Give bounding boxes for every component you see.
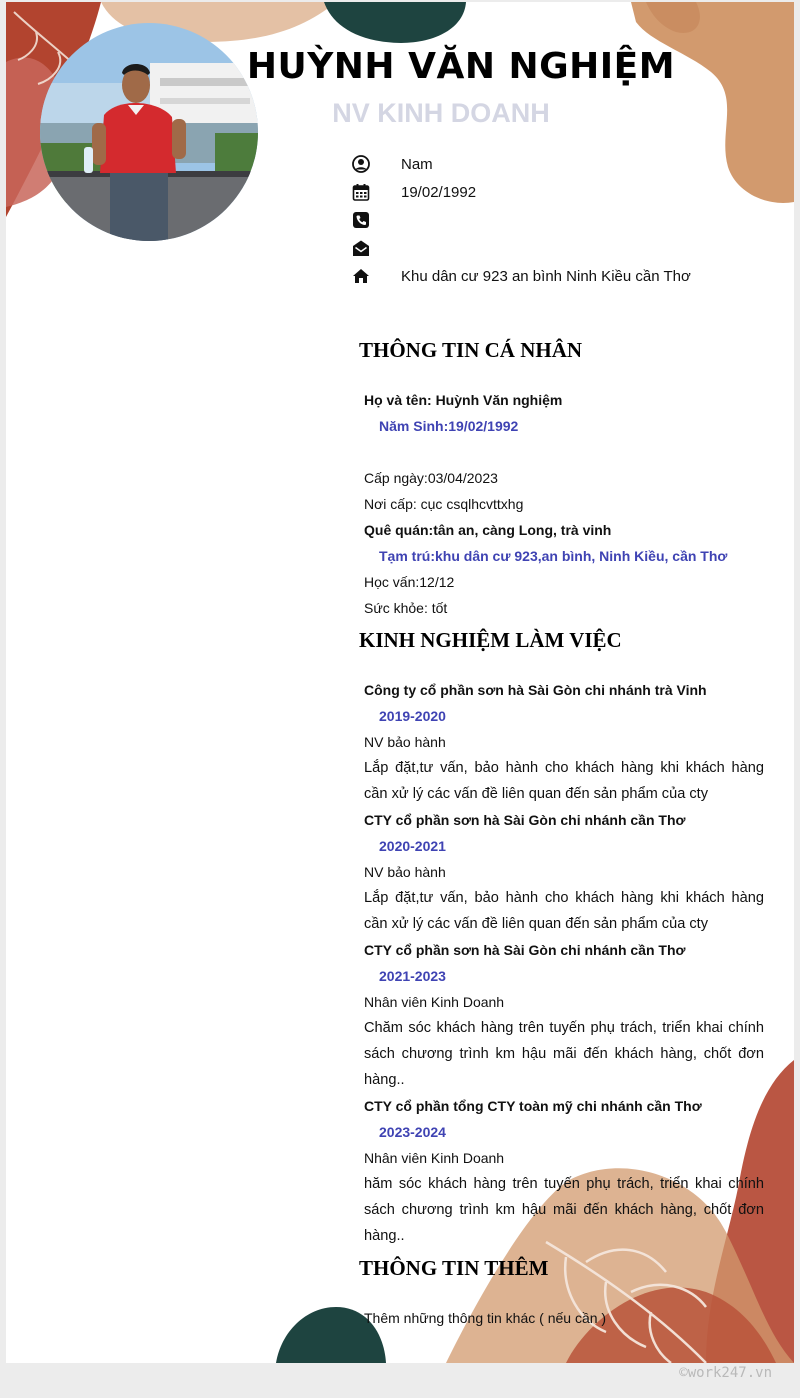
extra-info-text: Thêm những thông tin khác ( nếu cần ) (364, 1310, 607, 1326)
envelope-open-icon (352, 239, 370, 257)
job-position: NV bảo hành (364, 864, 446, 880)
job-position: Nhân viên Kinh Doanh (364, 994, 505, 1010)
contact-address (352, 267, 782, 289)
contact-phone (352, 211, 782, 233)
job-position: NV bảo hành (364, 734, 446, 750)
home-icon (352, 267, 370, 285)
personal-temp-residence: Tạm trú:khu dân cư 923,an bình, Ninh Kiều, cần Thơ (379, 548, 728, 564)
address-value: Khu dân cư 923 an bình Ninh Kiều cần Thơ (401, 268, 691, 285)
phone-icon (352, 211, 370, 229)
job-company: Công ty cổ phần sơn hà Sài Gòn chi nhánh trà Vinh (364, 682, 707, 698)
job-description: Lắp đặt,tư vấn, bảo hành cho khách hàng khi khách hàng cần xử lý các vấn đề liên quan đến sản phẩm của cty (364, 890, 764, 932)
calendar-icon (352, 183, 370, 201)
job-period: 2021-2023 (379, 968, 446, 984)
birthdate-value: 19/02/1992 (401, 184, 477, 201)
profile-photo (40, 23, 258, 241)
user-circle-icon (352, 155, 370, 173)
section-title-personal: THÔNG TIN CÁ NHÂN (359, 338, 583, 362)
job-company: CTY cổ phần sơn hà Sài Gòn chi nhánh cần Thơ (364, 942, 686, 958)
watermark: ©work247.vn (679, 1365, 772, 1381)
personal-education: Học vấn:12/12 (364, 574, 455, 590)
gender-value: Nam (401, 156, 433, 173)
job-period: 2023-2024 (379, 1124, 446, 1140)
job-company: CTY cổ phần sơn hà Sài Gòn chi nhánh cần Thơ (364, 812, 686, 828)
job-description: Chăm sóc khách hàng trên tuyến phụ trách, triển khai chính sách chương trình km hậu mãi đến khách hàng, chốt đơn hàng.. (364, 1020, 764, 1088)
job-company: CTY cổ phần tổng CTY toàn mỹ chi nhánh cần Thơ (364, 1098, 702, 1114)
section-title-extra: THÔNG TIN THÊM (359, 1256, 549, 1280)
personal-health: Sức khỏe: tốt (364, 600, 448, 616)
personal-birth-year: Năm Sinh:19/02/1992 (379, 418, 519, 434)
job-period: 2020-2021 (379, 838, 446, 854)
job-position: Nhân viên Kinh Doanh (364, 1150, 505, 1166)
resume-page (6, 2, 794, 1363)
job-description: Lắp đặt,tư vấn, bảo hành cho khách hàng khi khách hàng cần xử lý các vấn đề liên quan đến sản phẩm của cty (364, 760, 764, 802)
personal-issue-place: Nơi cấp: cục csqlhcvttxhg (364, 496, 524, 512)
job-period: 2019-2020 (379, 708, 446, 724)
personal-issue-date: Cấp ngày:03/04/2023 (364, 470, 498, 486)
contact-email (352, 239, 782, 261)
section-title-experience: KINH NGHIỆM LÀM VIỆC (359, 628, 622, 652)
contact-gender (352, 155, 782, 177)
contact-birthdate (352, 183, 782, 205)
job-title: NV KINH DOANH (332, 98, 550, 128)
job-description: hăm sóc khách hàng trên tuyến phụ trách, triển khai chính sách chương trình km hậu mãi đến khách hàng, chốt đơn hàng.. (364, 1176, 764, 1244)
personal-hometown: Quê quán:tân an, càng Long, trà vinh (364, 522, 612, 538)
personal-full-name: Họ và tên: Huỳnh Văn nghiệm (364, 392, 563, 408)
candidate-name: HUỲNH VĂN NGHIỆM (246, 46, 676, 87)
